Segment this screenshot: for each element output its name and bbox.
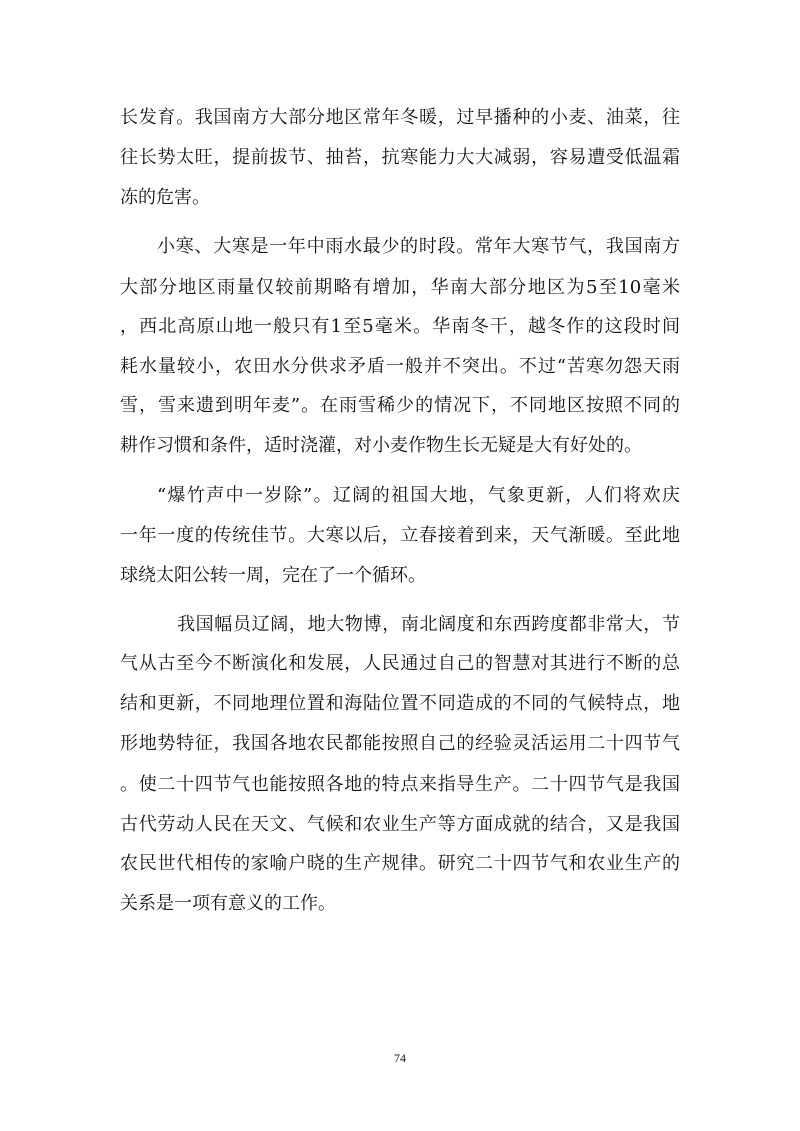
text-line: 球绕太阳公转一周，完在了一个循环。 bbox=[120, 565, 426, 586]
text-line: 耗水量较小，农田水分供求矛盾一般并不突出。不过“苦寒勿怨天雨 bbox=[120, 356, 680, 377]
text-line: 关系是一项有意义的工作。 bbox=[120, 893, 336, 914]
text-line: 耕作习惯和条件，适时浇灌，对小麦作物生长无疑是大有好处的。 bbox=[120, 435, 642, 456]
text-line: 形地势特征，我国各地农民都能按照自己的经验灵活运用二十四节气 bbox=[120, 733, 680, 754]
text-line: 古代劳动人民在天文、气候和农业生产等方面成就的结合，又是我国 bbox=[120, 814, 680, 835]
text-line: 一年一度的传统佳节。大寒以后，立春接着到来，天气渐暖。至此地 bbox=[120, 525, 680, 546]
text-line: 小寒、大寒是一年中雨水最少的时段。常年大寒节气，我国南方 bbox=[157, 236, 680, 257]
text-line: 气从古至今不断演化和发展，人民通过自己的智慧对其进行不断的总 bbox=[120, 653, 680, 674]
page-number: 74 bbox=[394, 1051, 406, 1065]
text-line: 冻的危害。 bbox=[120, 187, 210, 208]
text-line: 。使二十四节气也能按照各地的特点来指导生产。二十四节气是我国 bbox=[120, 774, 680, 795]
text-line: 长发育。我国南方大部分地区常年冬暖，过早播种的小麦、油菜，往 bbox=[120, 107, 680, 128]
text-line: 结和更新，不同地理位置和海陆位置不同造成的不同的气候特点，地 bbox=[120, 693, 680, 714]
text-line: “爆竹声中一岁除”。辽阔的祖国大地，气象更新，人们将欢庆 bbox=[157, 485, 680, 506]
text-line: 大部分地区雨量仅较前期略有增加，华南大部分地区为5至10毫米 bbox=[120, 277, 680, 298]
text-line: 我国幅员辽阔，地大物博，南北阔度和东西跨度都非常大，节 bbox=[177, 614, 680, 635]
text-line: 农民世代相传的家喻户晓的生产规律。研究二十四节气和农业生产的 bbox=[120, 853, 680, 874]
text-line: 往长势太旺，提前拔节、抽苔，抗寒能力大大减弱，容易遭受低温霜 bbox=[120, 147, 680, 168]
text-line: ，西北高原山地一般只有1至5毫米。华南冬干，越冬作的这段时间 bbox=[120, 316, 680, 337]
text-line: 雪，雪来遗到明年麦”。在雨雪稀少的情况下，不同地区按照不同的 bbox=[120, 395, 680, 416]
